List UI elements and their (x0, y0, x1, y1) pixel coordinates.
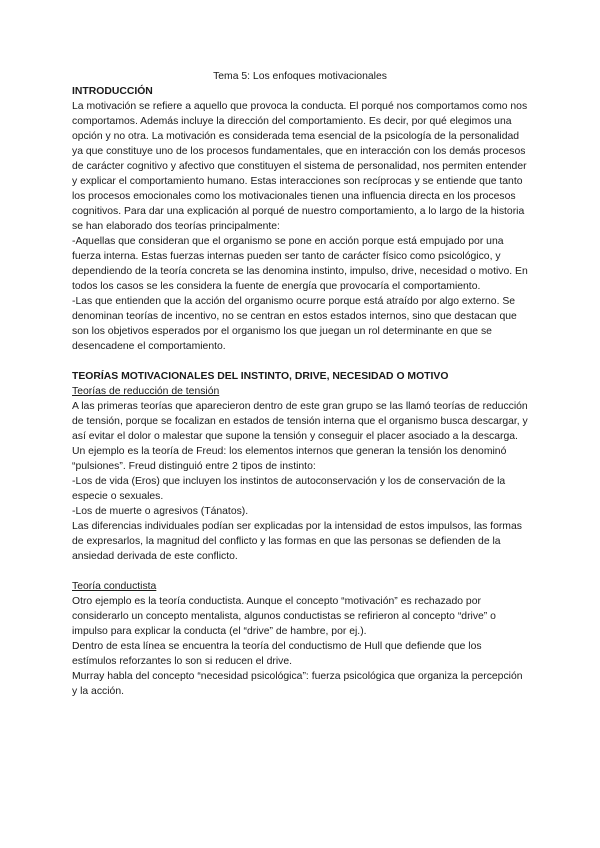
section-spacer (72, 564, 528, 579)
section-2-paragraph-5: Las diferencias individuales podían ser explicadas por la intensidad de estos impulsos, las formas de expresarlos, la magnitud del conflicto y las formas en que las personas se defienden de la ansiedad derivada de este conflicto. (72, 521, 522, 562)
section-2-paragraph-7: Dentro de esta línea se encuentra la teoría del conductismo de Hull que defiende que los estímulos reforzantes lo son si reducen el drive. (72, 641, 482, 667)
section-spacer (72, 354, 528, 369)
section-2-heading: TEORÍAS MOTIVACIONALES DEL INSTINTO, DRIVE, NECESIDAD O MOTIVO (72, 371, 449, 382)
subheading-behaviorist: Teoría conductista (72, 581, 157, 592)
subheading-tension-reduction: Teorías de reducción de tensión (72, 386, 220, 397)
section-2-paragraph-1: A las primeras teorías que aparecieron dentro de este gran grupo se las llamó teorías de reducción de tensión, porque se focalizan en estados de tensión interna que el organismo busca descargar, y así evitar el dolor o malestar que supone la tensión y conseguir el placer asociado a la descarga. (72, 401, 528, 442)
section-2-paragraph-6: Otro ejemplo es la teoría conductista. Aunque el concepto “motivación” es rechazado por considerarlo un concepto mentalista, algunos conductistas se refirieron al concepto “drive” o impulso para explicar la conducta (el “drive” de hambre, por ej.). (72, 596, 496, 637)
section-2-paragraph-3: -Los de vida (Eros) que incluyen los instintos de autoconservación y los de conservación de la especie o sexuales. (72, 476, 506, 502)
intro-heading: INTRODUCCIÓN (72, 86, 153, 97)
intro-paragraph-3: -Las que entienden que la acción del organismo ocurre porque está atraído por algo externo. Se denominan teorías de incentivo, no se centran en estos estados internos, sino que destacan que son los objetivos esperados por el organismo los que juegan un rol determinante en que se desencadene el comportamiento. (72, 296, 517, 352)
section-2-paragraph-2: Un ejemplo es la teoría de Freud: los elementos internos que generan la tensión los denominó “pulsiones”. Freud distinguió entre 2 tipos de instinto: (72, 446, 507, 472)
document-title: Tema 5: Los enfoques motivacionales (213, 71, 387, 82)
section-2-paragraph-4: -Los de muerte o agresivos (Tánatos). (72, 506, 249, 517)
intro-paragraph-2: -Aquellas que consideran que el organismo se pone en acción porque está empujado por una fuerza interna. Estas fuerzas internas pueden ser tanto de carácter físico como psicológico, y dependiendo de la teoría concreta se las denomina instinto, impulso, drive, necesidad o motivo. En todos los casos se les considera la fuente de energía que provocaría el comportamiento. (72, 236, 528, 292)
document-body (72, 69, 528, 699)
section-2-paragraph-8: Murray habla del concepto “necesidad psicológica”: fuerza psicológica que organiza la percepción y la acción. (72, 671, 523, 697)
intro-paragraph-1: La motivación se refiere a aquello que provoca la conducta. El porqué nos comportamos como nos comportamos. Además incluye la dirección del comportamiento. Es decir, por qué elegimos una opción y no otra. La motivación es considerada tema esencial de la psicología de la personalidad ya que constituye uno de los procesos fundamentales, que en interacción con los demás procesos de carácter cognitivo y afectivo que constituyen el sistema de personalidad, nos permiten entender y explicar el comportamiento humano. Estas interacciones son recíprocas y se entiende que tanto los procesos emocionales como los motivacionales tienen una influencia directa en los procesos cognitivos. Para dar una explicación al porqué de nuestro comportamiento, a lo largo de la historia se han elaborado dos teorías principalmente: (72, 101, 528, 232)
